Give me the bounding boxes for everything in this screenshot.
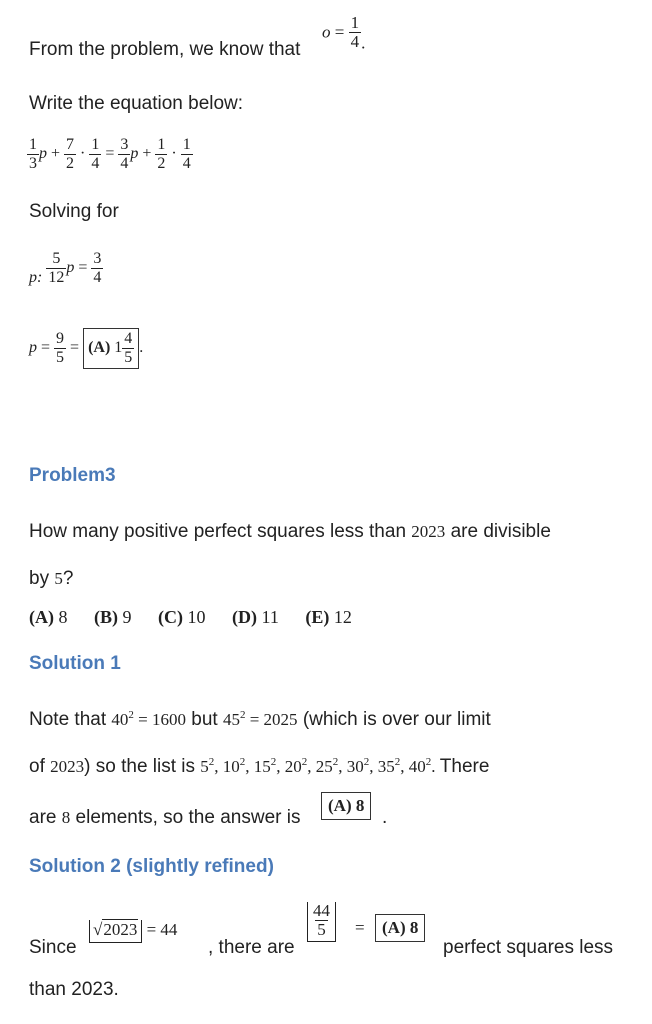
frac-a [27, 136, 39, 173]
exponent: 2 [128, 709, 134, 721]
numerator: 5 [52, 250, 61, 267]
number-2023: 2023 [50, 757, 85, 776]
solution2-heading: Solution 2 (slightly refined) [29, 856, 274, 877]
plus: + [51, 145, 61, 163]
choice-value: 9 [122, 607, 132, 627]
choice-value: 11 [261, 607, 279, 627]
frac-b [64, 136, 76, 173]
answer-label: (A) [88, 339, 111, 357]
denominator: 2 [157, 155, 166, 172]
floor-bracket [307, 902, 336, 942]
choice-c [158, 607, 206, 627]
floor-sqrt-expression [89, 920, 177, 943]
frac-f [181, 136, 193, 173]
dot: · [80, 145, 86, 163]
problem3-question-line1 [29, 520, 551, 544]
numerator: 1 [182, 136, 191, 153]
list-item: 35 [377, 757, 395, 776]
exponent: 2 [301, 756, 308, 768]
exponent: 2 [270, 756, 277, 768]
exponent: 2 [332, 756, 339, 768]
list-item: 25 [315, 757, 333, 776]
denominator: 5 [56, 349, 65, 366]
numerator: 4 [124, 330, 133, 347]
choice-b [94, 607, 132, 627]
text: elements, so the answer is [75, 807, 301, 828]
numerator: 3 [120, 136, 129, 153]
label-p: p: [29, 269, 43, 287]
base-40: 40 [111, 710, 129, 729]
text: (which is over our limit [302, 709, 491, 730]
text: Note that [29, 709, 107, 730]
numerator: 1 [29, 136, 37, 153]
choice-label: (C) [158, 607, 183, 627]
question-text: are divisible [450, 521, 551, 542]
solution1-line3 [29, 806, 300, 830]
choice-d [232, 607, 279, 627]
intro-text: From the problem, we know that [29, 39, 301, 60]
sqrt-icon: √ [93, 920, 103, 939]
equals: = [105, 145, 115, 163]
problem3-heading: Problem3 [29, 465, 116, 486]
frac-d [118, 136, 130, 173]
choice-label: (D) [232, 607, 257, 627]
choice-label: (E) [305, 607, 330, 627]
equals: = [41, 339, 51, 357]
choice-value: 12 [333, 607, 352, 627]
answer-box [83, 328, 139, 369]
frac-nine-fifths [54, 330, 66, 367]
frac-44-over-5 [311, 902, 332, 939]
number-5: 5 [54, 569, 63, 588]
equals: = [334, 22, 345, 42]
list-item: 40 [408, 757, 426, 776]
equals-44: = 44 [146, 920, 178, 939]
dot: · [171, 145, 177, 163]
denominator: 4 [91, 155, 100, 172]
plus: + [142, 145, 152, 163]
there-are-text: , there are [208, 937, 295, 958]
denominator: 3 [29, 155, 37, 172]
numerator: 1 [350, 13, 360, 32]
list-item: 5 [200, 757, 209, 776]
denominator: 4 [93, 269, 102, 286]
choice-label: (A) [29, 607, 54, 627]
base-45: 45 [222, 710, 240, 729]
list-item: 30 [346, 757, 364, 776]
exponent: 2 [394, 756, 401, 768]
solution1-line2 [29, 755, 489, 779]
numerator: 44 [313, 901, 330, 920]
solution1-answer-box: (A) 8 [321, 792, 371, 820]
denominator: 2 [66, 155, 75, 172]
numerator: 7 [66, 136, 75, 153]
denominator: 5 [124, 349, 133, 366]
denominator: 4 [350, 32, 360, 51]
exponent: 2 [239, 756, 246, 768]
denominator: 4 [182, 155, 191, 172]
choice-e [305, 607, 352, 627]
choice-label: (B) [94, 607, 118, 627]
variable-o: o [322, 22, 331, 42]
choice-value: 8 [58, 607, 68, 627]
number-8: 8 [61, 808, 71, 827]
solving-for-text: Solving for [29, 201, 119, 222]
choice-value: 10 [187, 607, 206, 627]
denominator: 4 [120, 155, 129, 172]
equals-1600: = 1600 [138, 710, 186, 729]
answer-choices [29, 607, 352, 628]
solution2-answer-box: (A) 8 [375, 914, 425, 942]
frac-three-quarters [91, 250, 103, 287]
radicand: 2023 [103, 920, 138, 939]
equals-2025: = 2025 [249, 710, 298, 729]
since-text: Since [29, 937, 77, 958]
solution1-period: . [382, 807, 388, 828]
period: . [361, 33, 366, 53]
exponent: 2 [208, 756, 215, 768]
floor-bracket [89, 920, 142, 943]
exponent: 2 [239, 709, 246, 721]
numerator: 1 [157, 136, 166, 153]
variable-p: p [130, 145, 139, 163]
than-2023-text: than 2023. [29, 979, 119, 1000]
numerator: 9 [56, 330, 65, 347]
text: of [29, 756, 45, 777]
equals: = [70, 339, 80, 357]
squares-list: $5^2$, $10^2$, $15^2$, $20^2$, $25^2$, $30^2$, $35^2$, $40^2$. [200, 756, 440, 776]
solution1-heading: Solution 1 [29, 653, 121, 674]
question-text: How many positive perfect squares less than [29, 521, 407, 542]
text: but [191, 709, 218, 730]
numerator: 1 [91, 136, 100, 153]
list-item: 15 [253, 757, 271, 776]
fraction-one-quarter [349, 14, 362, 51]
equation-3 [29, 328, 143, 369]
equals: = [78, 259, 88, 277]
intro-equation [322, 14, 365, 53]
number-2023: 2023 [411, 522, 446, 541]
text: ) so the list is [84, 756, 196, 777]
denominator: 12 [48, 269, 65, 286]
text: are [29, 807, 57, 828]
solution1-line1 [29, 708, 491, 732]
question-text: by [29, 568, 50, 589]
choice-a [29, 607, 68, 627]
variable-p: p [29, 339, 37, 357]
text: There [439, 756, 490, 777]
frac-four-fifths [122, 330, 134, 367]
perfect-squares-text: perfect squares less [443, 937, 614, 958]
answer-whole: 1 [114, 339, 123, 357]
problem3-question-line2 [29, 567, 73, 591]
exponent: 2 [363, 756, 370, 768]
frac-e [155, 136, 167, 173]
equation-2 [29, 250, 103, 287]
period: . [139, 339, 144, 357]
variable-p: p [66, 259, 75, 277]
write-instruction: Write the equation below: [29, 93, 244, 114]
numerator: 3 [93, 250, 102, 267]
exponent: 2 [425, 756, 432, 768]
frac-c [89, 136, 101, 173]
list-item: 20 [284, 757, 302, 776]
equation-1 [27, 136, 193, 173]
variable-p: p [39, 145, 47, 163]
list-item: 10 [222, 757, 240, 776]
question-mark: ? [62, 568, 74, 589]
frac-five-twelfths [46, 250, 66, 287]
floor-fraction-expression [307, 902, 336, 942]
denominator: 5 [317, 920, 326, 939]
equals: = [355, 918, 365, 937]
